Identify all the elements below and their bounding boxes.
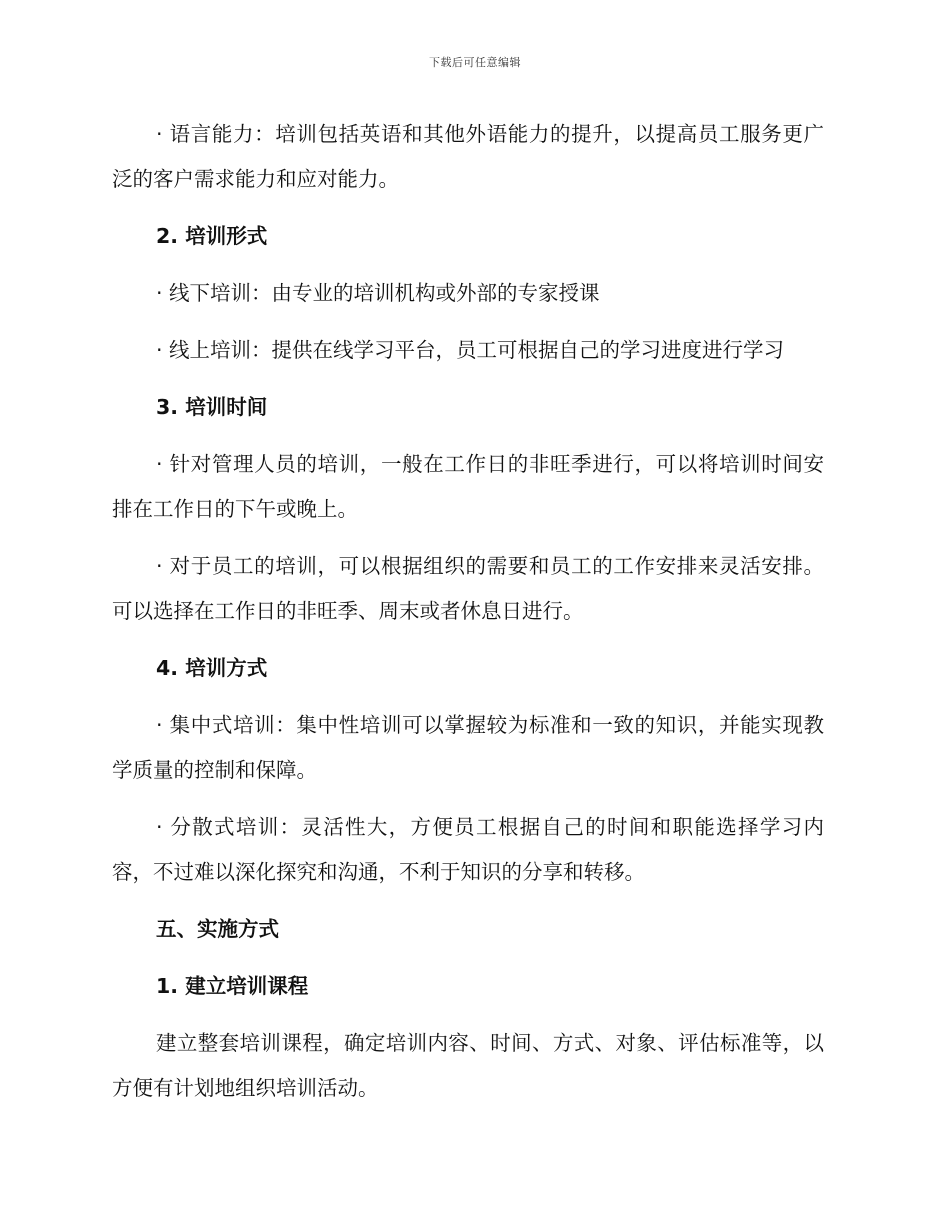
page-header: 下载后可任意编辑 xyxy=(429,56,521,69)
paragraph-build-courses: 建立整套培训课程，确定培训内容、时间、方式、对象、评估标准等，以方便有计划地组织培训活动。 xyxy=(112,1031,824,1100)
paragraph-management-training-time: · 针对管理人员的培训，一般在工作日的非旺季进行，可以将培训时间安排在工作日的下午或晚上。 xyxy=(112,452,824,521)
heading-implementation: 五、实施方式 xyxy=(156,917,279,941)
heading-training-method: 4. 培训方式 xyxy=(156,656,268,680)
paragraph-staff-training-time: · 对于员工的培训，可以根据组织的需要和员工的工作安排来灵活安排。可以选择在工作日的非旺季、周末或者休息日进行。 xyxy=(112,554,824,623)
paragraph-offline-training: · 线下培训：由专业的培训机构或外部的专家授课 xyxy=(156,281,600,305)
paragraph-online-training: · 线上培训：提供在线学习平台，员工可根据自己的学习进度进行学习 xyxy=(156,338,785,362)
heading-build-courses: 1. 建立培训课程 xyxy=(156,974,309,998)
document-body xyxy=(112,112,824,1111)
heading-training-format: 2. 培训形式 xyxy=(156,224,268,248)
paragraph-language-ability: · 语言能力：培训包括英语和其他外语能力的提升，以提高员工服务更广泛的客户需求能力和应对能力。 xyxy=(112,122,824,191)
heading-training-time: 3. 培训时间 xyxy=(156,395,268,419)
paragraph-distributed-training: · 分散式培训：灵活性大，方便员工根据自己的时间和职能选择学习内容，不过难以深化探究和沟通，不利于知识的分享和转移。 xyxy=(112,815,824,884)
paragraph-centralized-training: · 集中式培训：集中性培训可以掌握较为标准和一致的知识，并能实现教学质量的控制和保障。 xyxy=(112,713,824,782)
